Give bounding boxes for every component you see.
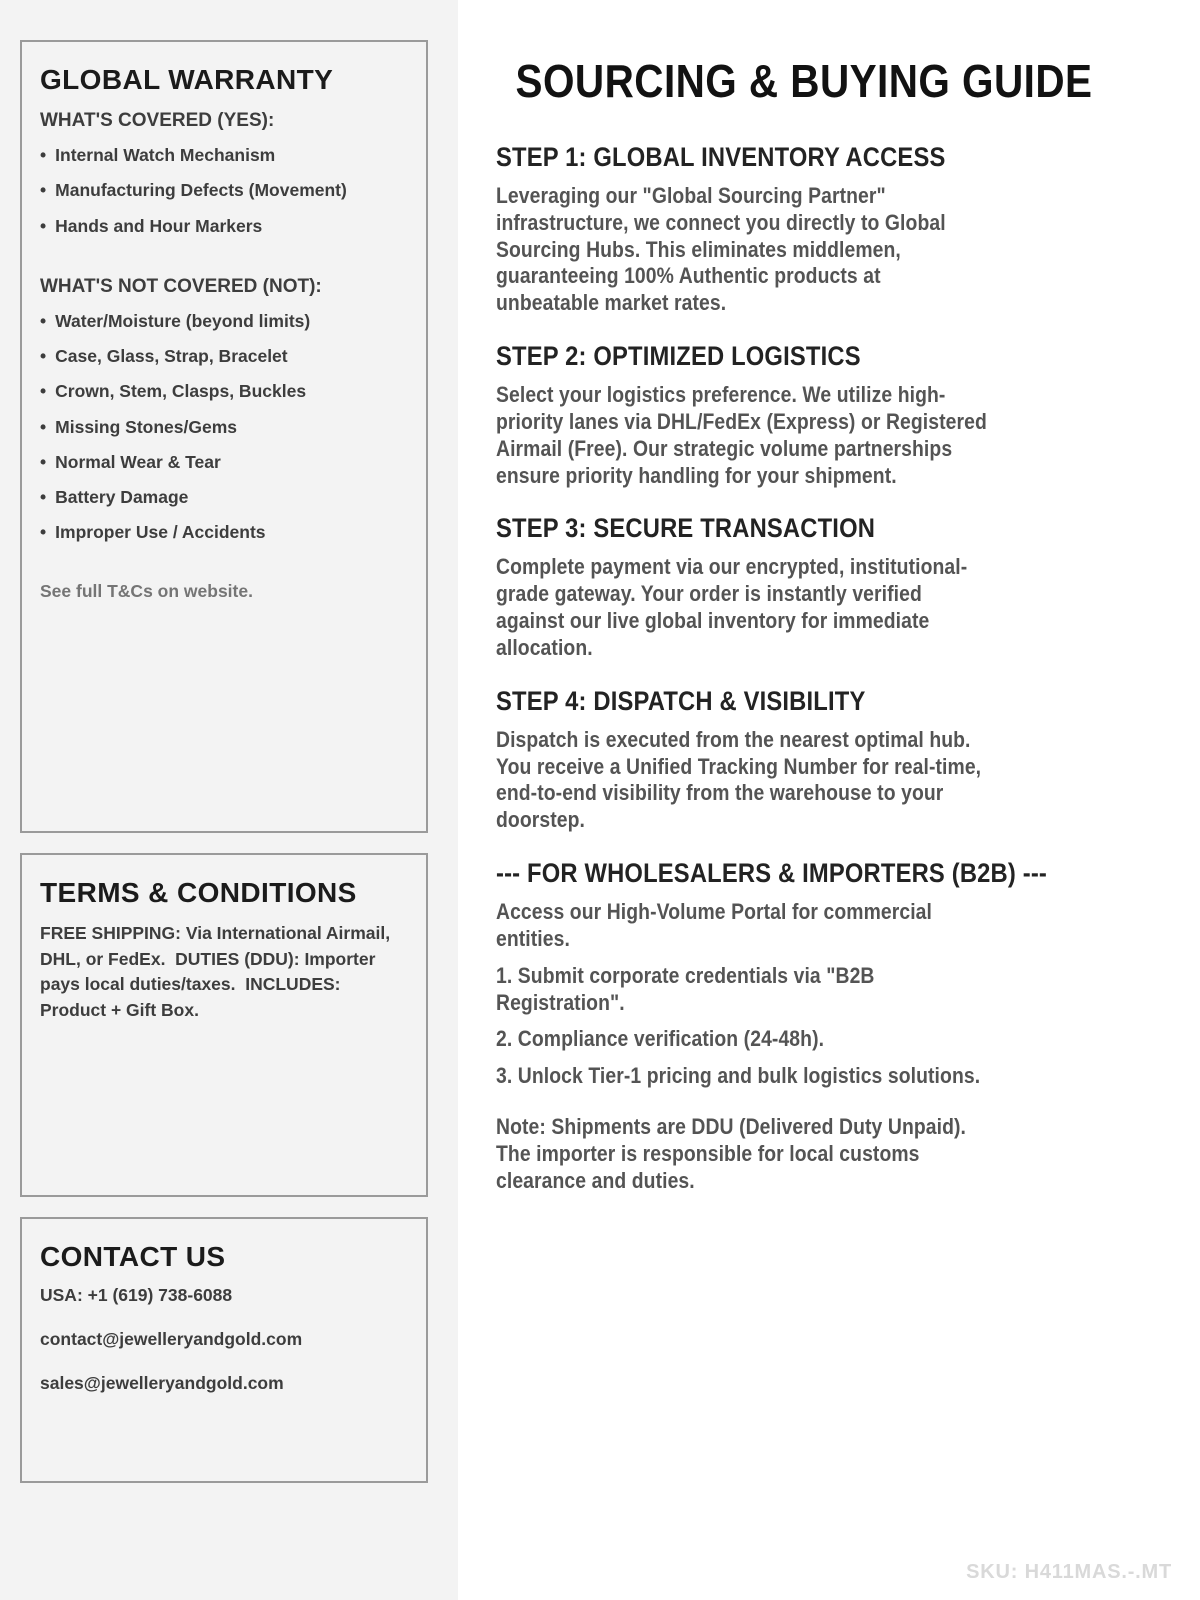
step-3-heading: STEP 3: SECURE TRANSACTION [496,513,876,544]
step-1-heading: STEP 1: GLOBAL INVENTORY ACCESS [496,142,946,172]
list-item-label: Crown, Stem, Clasps, Buckles [55,381,307,402]
bullet-icon: • [40,180,47,201]
list-item [40,382,408,401]
b2b-step-3: 3. Unlock Tier-1 pricing and bulk logistics solutions. [496,1063,981,1089]
bullet-icon: • [40,145,47,165]
step-4-body: Dispatch is executed from the nearest optimal hub. You receive a Unified Tracking Number for real-time, end-to-end visibility from the warehouse to your doorstep. [496,726,982,833]
page-title: SOURCING & BUYING GUIDE [515,55,1093,107]
list-item-label: Hands and Hour Markers [55,215,263,236]
list-item-label: Water/Moisture (beyond limits) [55,310,311,331]
covered-list [40,146,408,236]
list-item-label: Internal Watch Mechanism [55,145,276,165]
bullet-icon: • [40,451,47,472]
main-column [458,0,1200,1600]
b2b-note: Note: Shipments are DDU (Delivered Duty Unpaid). The importer is responsible for local customs clearance and duties. [496,1114,967,1193]
bullet-icon: • [40,416,47,437]
list-item-label: Battery Damage [55,487,189,507]
contact-email-sales: sales@jewelleryandgold.com [40,1373,284,1393]
list-item [40,418,408,437]
step-1-section [496,142,1112,317]
step-4-heading: STEP 4: DISPATCH & VISIBILITY [496,685,866,716]
not-covered-list [40,312,408,543]
bullet-icon: • [40,346,47,366]
contact-phone: USA: +1 (619) 738-6088 [40,1285,233,1305]
bullet-icon: • [40,310,47,331]
step-2-section [496,341,1112,489]
step-1-body: Leveraging our "Global Sourcing Partner" infrastructure, we connect you directly to Global Sourcing Hubs. This eliminates middlemen, guaranteeing 100% Authentic products at unbeatable market rates. [496,183,946,316]
list-item [40,181,408,200]
terms-body: FREE SHIPPING: Via International Airmail, DHL, or FedEx. DUTIES (DDU): Importer pays local duties/taxes. INCLUDES: Product + Gift Box. [40,923,395,1021]
list-item-label: Manufacturing Defects (Movement) [55,180,347,201]
terms-panel [20,853,428,1197]
b2b-step-1: 1. Submit corporate credentials via "B2B Registration". [496,962,875,1015]
guide-content [496,54,1112,1195]
list-item-label: Improper Use / Accidents [55,522,266,543]
step-4-section [496,686,1112,834]
bullet-icon: • [40,487,47,507]
contact-panel [20,1217,428,1483]
b2b-heading: --- FOR WHOLESALERS & IMPORTERS (B2B) --- [496,858,1048,889]
step-3-section [496,513,1112,661]
sku-label: SKU: H411MAS.-.MT [966,1561,1172,1583]
list-item [40,347,408,366]
b2b-step-2: 2. Compliance verification (24-48h). [496,1026,825,1052]
step-3-body: Complete payment via our encrypted, institutional-grade gateway. Your order is instantly verified against our live global inventory for immediate allocation. [496,554,968,660]
terms-title: TERMS & CONDITIONS [40,877,357,908]
contact-email-primary: contact@jewelleryandgold.com [40,1329,303,1349]
list-item [40,523,408,542]
list-item [40,312,408,331]
list-item-label: Missing Stones/Gems [55,416,237,437]
warranty-panel [20,40,428,833]
list-item [40,146,408,165]
list-item-label: Case, Glass, Strap, Bracelet [55,346,288,366]
warranty-title: GLOBAL WARRANTY [40,64,334,95]
warranty-footnote: See full T&Cs on website. [40,580,253,601]
list-item [40,453,408,472]
list-item-label: Normal Wear & Tear [55,451,221,472]
sidebar [0,0,458,1600]
covered-heading: WHAT'S COVERED (YES): [40,110,275,131]
not-covered-heading: WHAT'S NOT COVERED (NOT): [40,275,322,297]
step-2-heading: STEP 2: OPTIMIZED LOGISTICS [496,341,861,372]
list-item [40,488,408,507]
b2b-section [496,858,1112,1194]
contact-title: CONTACT US [40,1241,226,1272]
bullet-icon: • [40,522,47,543]
bullet-icon: • [40,381,47,402]
bullet-icon: • [40,215,47,236]
b2b-intro: Access our High-Volume Portal for commercial entities. [496,899,933,951]
list-item [40,217,408,236]
step-2-body: Select your logistics preference. We utilize high-priority lanes via DHL/FedEx (Express) or Registered Airmail (Free). Our strategic volume partnerships ensure priority handling for your shipment. [496,382,987,488]
